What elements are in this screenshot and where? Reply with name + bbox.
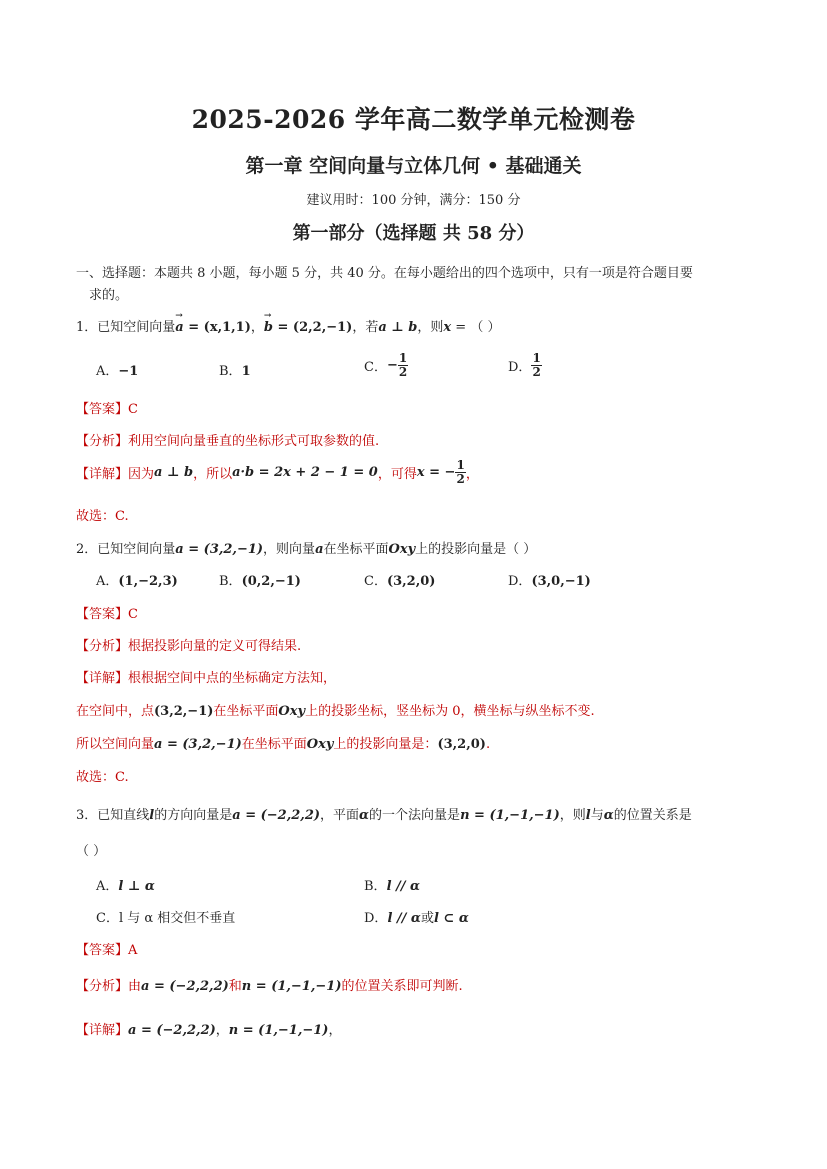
q2-option-a: A．(1,−2,3) xyxy=(96,574,178,589)
q1-option-a: A．−1 xyxy=(96,364,139,379)
q1-analysis: 【分析】利用空间向量垂直的坐标形式可取参数的值. xyxy=(76,434,380,449)
q2-analysis: 【分析】根据投影向量的定义可得结果. xyxy=(76,639,302,654)
chapter-subtitle: 第一章 空间向量与立体几何 • 基础通关 xyxy=(245,155,582,177)
q3-option-b: B．l // α xyxy=(364,879,421,894)
q1-answer: 【答案】C xyxy=(76,402,138,417)
q1-option-c: C．− $\frac{1}{2}$ xyxy=(364,351,408,379)
q2-choose: 故选：C. xyxy=(76,770,129,785)
exam-meta: 建议用时：100 分钟，满分：150 分 xyxy=(306,193,521,208)
q3-option-d: D．l // α或l ⊂ α xyxy=(364,911,469,926)
section-intro-cont: 求的。 xyxy=(89,288,129,303)
section-intro: 一、选择题：本题共 8 小题，每小题 5 分，共 40 分。在每小题给出的四个选项中，只有一项是符合题目要 xyxy=(76,266,693,281)
q3-analysis: 【分析】由a = (−2,2,2)和n = (1,−1,−1)的位置关系即可判断. xyxy=(76,979,463,994)
q1-option-d: D． $\frac{1}{2}$ xyxy=(508,351,541,379)
q1-option-b: B．1 xyxy=(219,364,251,379)
q1-choose: 故选：C. xyxy=(76,509,129,524)
q3-option-a: A．l ⊥ α xyxy=(96,879,155,894)
q2-detail: 【详解】根根据空间中点的坐标确定方法知， xyxy=(76,671,337,686)
q2-detail-line3: 所以空间向量a = (3,2,−1)在坐标平面Oxy上的投影向量是：(3,2,0). xyxy=(76,737,491,752)
q3-option-c: C．l 与 α 相交但不垂直 xyxy=(96,911,236,926)
q3-answer: 【答案】A xyxy=(76,943,138,958)
q2-detail-line2: 在空间中，点(3,2,−1)在坐标平面Oxy上的投影坐标，竖坐标为 0，横坐标与纵坐标不变. xyxy=(76,704,595,719)
q2-answer: 【答案】C xyxy=(76,607,138,622)
q2-option-b: B．(0,2,−1) xyxy=(219,574,301,589)
q3-detail: 【详解】a = (−2,2,2)，n = (1,−1,−1)， xyxy=(76,1023,342,1038)
q2-option-c: C．(3,2,0) xyxy=(364,574,436,589)
q2-option-d: D．(3,0,−1) xyxy=(508,574,591,589)
q1-detail: 【详解】因为a ⊥ b，所以a·b = 2x + 2 − 1 = 0，可得x = − $\frac{1}{2}$ ， xyxy=(76,458,479,486)
question-1: 1．已知空间向量→ a = (x,1,1)，→ b = (2,2,−1)，若a ⊥ b，则x = （ ） xyxy=(76,316,500,335)
part-heading: 第一部分（选择题 共 58 分） xyxy=(292,223,535,244)
question-3: 3．已知直线l的方向向量是a = (−2,2,2)，平面α的一个法向量是n = (1,−1,−1)，则l与α的位置关系是 xyxy=(76,808,692,823)
question-2: 2．已知空间向量a = (3,2,−1)，则向量a在坐标平面Oxy上的投影向量是（ ） xyxy=(76,542,537,557)
q3-paren: （ ） xyxy=(76,844,107,859)
exam-title: 2025-2026 学年高二数学单元检测卷 xyxy=(191,105,636,134)
question-number: 1． xyxy=(76,320,98,335)
